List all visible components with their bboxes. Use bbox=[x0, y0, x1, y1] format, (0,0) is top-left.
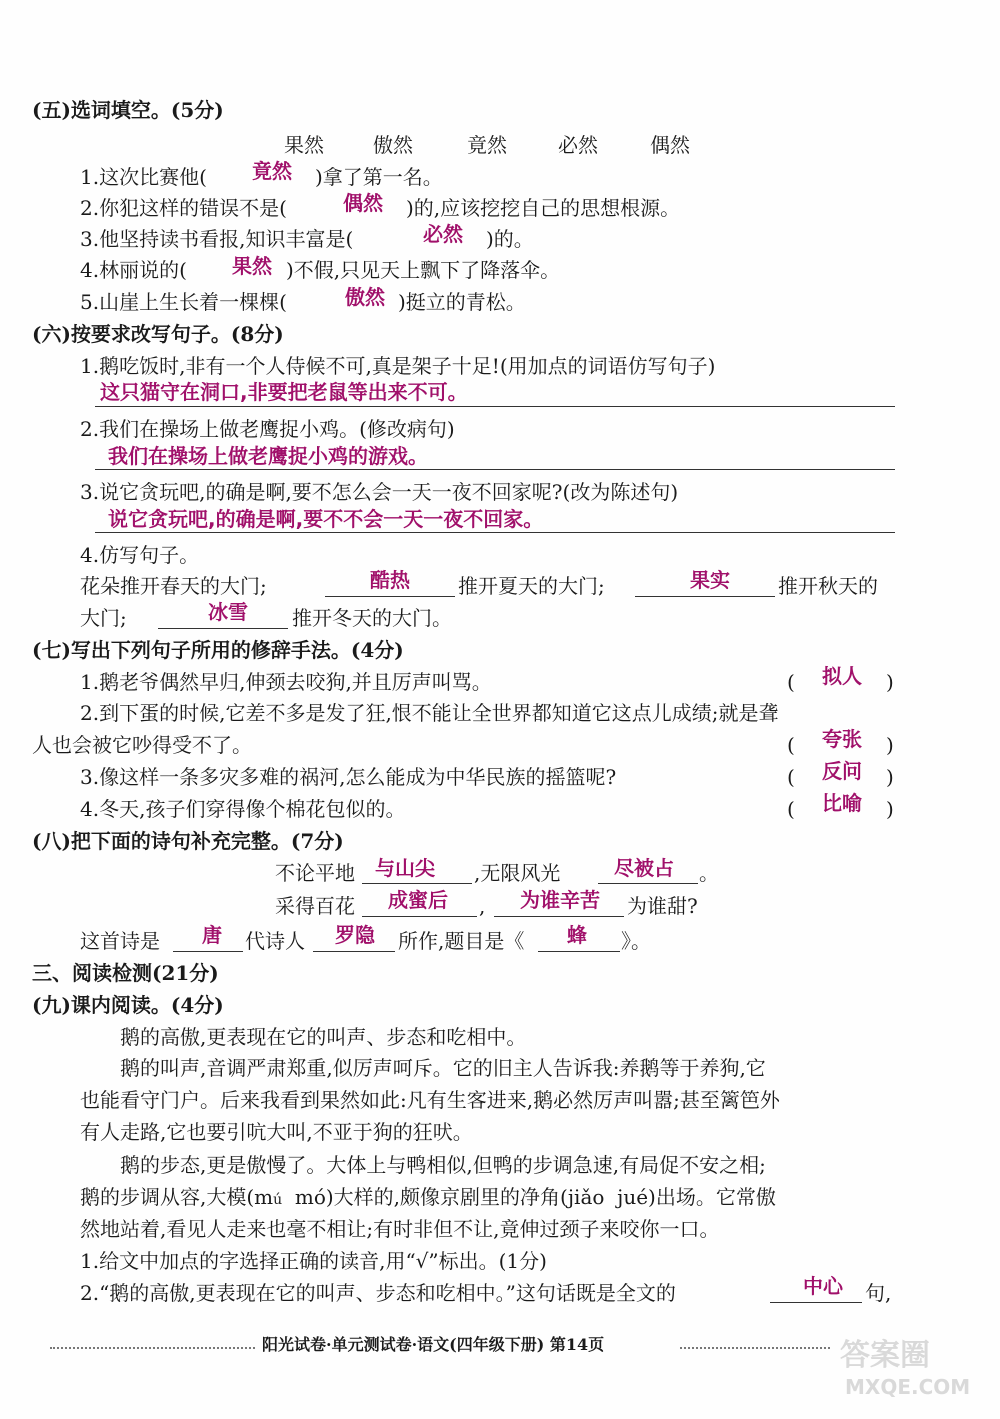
s6-q4-line2b: 推开冬天的大门。 bbox=[292, 606, 452, 630]
s5-q2-suffix: )的,应该挖挖自己的思想根源。 bbox=[406, 196, 681, 220]
s6-q4: 4.仿写句子。 bbox=[80, 543, 200, 567]
s9-q2: 2.“鹅的高傲,更表现在它的叫声、步态和吃相中。”这句话既是全文的 bbox=[80, 1281, 676, 1305]
s7-q1: 1.鹅老爷偶然早归,伸颈去咬狗,并且厉声叫骂。 bbox=[80, 670, 492, 694]
answer-blank bbox=[173, 951, 243, 952]
s6-a1[interactable]: 这只猫守在洞口,非要把老鼠等出来不可。 bbox=[100, 380, 468, 404]
poem-line1c: 。 bbox=[699, 861, 719, 885]
poem-a7[interactable]: 蜂 bbox=[567, 923, 587, 947]
s6-q3: 3.说它贪玩吧,的确是啊,要不怎么会一天一夜不回家呢?(改为陈述句) bbox=[80, 480, 679, 504]
s5-q4-prefix: 4.林丽说的( bbox=[80, 258, 187, 282]
reading-p3-line3: 然地站着,看见人走来也毫不相让;有时非但不让,竟伸过颈子来咬你一口。 bbox=[80, 1217, 720, 1241]
s7-a3[interactable]: 反问 bbox=[822, 759, 862, 783]
answer-line bbox=[95, 532, 895, 533]
reading-p3-line2 bbox=[80, 1187, 776, 1207]
footer-dotted-rule bbox=[680, 1347, 830, 1349]
s6-q4-line1c: 推开秋天的 bbox=[778, 574, 878, 598]
section-8-title: (八)把下面的诗句补充完整。(7分) bbox=[32, 829, 344, 853]
poem-line1b: ,无限风光 bbox=[474, 861, 561, 885]
reading-p2-line2: 也能看守门户。后来我看到果然如此:凡有生客进来,鹅必然厉声叫嚣;甚至篱笆外 bbox=[80, 1088, 780, 1112]
paren-close: ) bbox=[886, 797, 894, 821]
poem-a3[interactable]: 成蜜后 bbox=[388, 888, 448, 912]
word-bank-item: 傲然 bbox=[373, 133, 413, 157]
reading-p3-line2-part1: 鹅的步调从容,大模(m bbox=[80, 1185, 274, 1209]
answer-blank bbox=[158, 628, 288, 629]
part-3-title: 三、阅读检测(21分) bbox=[32, 961, 219, 985]
answer-blank bbox=[362, 916, 477, 917]
answer-blank bbox=[635, 596, 775, 597]
s6-q4-line1b: 推开夏天的大门; bbox=[458, 574, 605, 598]
s5-q4-answer[interactable]: 果然 bbox=[232, 254, 272, 278]
poem-line1a: 不论平地 bbox=[275, 861, 355, 885]
s5-q5-prefix: 5.山崖上生长着一棵棵( bbox=[80, 290, 287, 314]
s5-q1-prefix: 1.这次比赛他( bbox=[80, 165, 207, 189]
s5-q4-suffix: )不假,只见天上飘下了降落伞。 bbox=[286, 258, 561, 282]
s5-q3-suffix: )的。 bbox=[486, 227, 534, 251]
s6-a4-3[interactable]: 冰雪 bbox=[208, 600, 248, 624]
s9-a2[interactable]: 中心 bbox=[803, 1274, 843, 1298]
section-6-title: (六)按要求改写句子。(8分) bbox=[32, 322, 284, 346]
s6-q4-line2a: 大门; bbox=[80, 606, 127, 630]
poem-line3c: 所作,题目是《 bbox=[398, 929, 525, 953]
s7-q3: 3.像这样一条多灾多难的祸河,怎么能成为中华民族的摇篮呢? bbox=[80, 765, 617, 789]
reading-p3-line2-part2: mó)大样的,颇像京剧里的净角(jiǎo bbox=[294, 1185, 605, 1209]
word-bank-item: 竟然 bbox=[467, 133, 507, 157]
s6-q2: 2.我们在操场上做老鹰捉小鸡。(修改病句) bbox=[80, 417, 455, 441]
s5-q3-prefix: 3.他坚持读书看报,知识丰富是( bbox=[80, 227, 354, 251]
section-9-title: (九)课内阅读。(4分) bbox=[32, 993, 224, 1017]
s6-a3[interactable]: 说它贪玩吧,的确是啊,要不不会一天一夜不回家。 bbox=[108, 507, 544, 531]
section-5-title: (五)选词填空。(5分) bbox=[32, 98, 224, 122]
s7-a2[interactable]: 夸张 bbox=[822, 727, 862, 751]
s5-q5-suffix: )挺立的青松。 bbox=[398, 290, 526, 314]
footer-text: 阳光试卷·单元测试卷·语文(四年级下册) 第14页 bbox=[262, 1335, 605, 1354]
s6-a4-1[interactable]: 酷热 bbox=[370, 568, 410, 592]
reading-p1: 鹅的高傲,更表现在它的叫声、步态和吃相中。 bbox=[120, 1025, 527, 1049]
s6-q1: 1.鹅吃饭时,非有一个人侍候不可,真是架子十足!(用加点的词语仿写句子) bbox=[80, 354, 716, 378]
s9-q1: 1.给文中加点的字选择正确的读音,用“√”标出。(1分) bbox=[80, 1249, 547, 1273]
s7-q2-line2: 人也会被它吵得受不了。 bbox=[32, 733, 252, 757]
answer-blank bbox=[538, 951, 620, 952]
s5-q1-answer[interactable]: 竟然 bbox=[252, 159, 292, 183]
answer-blank bbox=[598, 883, 698, 884]
paren-open: ( bbox=[787, 797, 795, 821]
poem-a5[interactable]: 唐 bbox=[202, 923, 222, 947]
s5-q1-suffix: )拿了第一名。 bbox=[315, 165, 443, 189]
s5-q2-prefix: 2.你犯这样的错误不是( bbox=[80, 196, 287, 220]
s7-a1[interactable]: 拟人 bbox=[822, 664, 862, 688]
answer-blank bbox=[494, 916, 624, 917]
poem-line2a: 采得百花 bbox=[275, 894, 355, 918]
answer-line bbox=[95, 406, 895, 407]
answer-blank bbox=[313, 951, 395, 952]
s9-q2-suffix: 句, bbox=[865, 1281, 892, 1305]
poem-line3d: 》。 bbox=[621, 929, 651, 953]
watermark-url: MXQE.COM bbox=[845, 1375, 971, 1399]
s6-q4-line1a: 花朵推开春天的大门; bbox=[80, 574, 267, 598]
paren-close: ) bbox=[886, 670, 894, 694]
s7-q4: 4.冬天,孩子们穿得像个棉花包似的。 bbox=[80, 797, 406, 821]
word-bank-item: 必然 bbox=[558, 133, 598, 157]
paren-open: ( bbox=[787, 670, 795, 694]
answer-blank bbox=[770, 1302, 862, 1303]
paren-open: ( bbox=[787, 733, 795, 757]
footer-dotted-rule bbox=[50, 1347, 255, 1349]
s7-a4[interactable]: 比喻 bbox=[822, 791, 862, 815]
section-7-title: (七)写出下列句子所用的修辞手法。(4分) bbox=[32, 638, 404, 662]
paren-close: ) bbox=[886, 765, 894, 789]
answer-line bbox=[95, 469, 895, 470]
answer-blank bbox=[325, 596, 455, 597]
s6-a2[interactable]: 我们在操场上做老鹰捉小鸡的游戏。 bbox=[108, 444, 428, 468]
reading-p2-line1: 鹅的叫声,音调严肃郑重,似厉声呵斥。它的旧主人告诉我:养鹅等于养狗,它 bbox=[120, 1056, 766, 1080]
s5-q5-answer[interactable]: 傲然 bbox=[345, 285, 385, 309]
poem-line2b: , bbox=[479, 894, 486, 918]
reading-p3-line2-part3: )出场。它常傲 bbox=[648, 1185, 776, 1209]
s5-q2-answer[interactable]: 偶然 bbox=[343, 191, 383, 215]
answer-blank bbox=[362, 883, 472, 884]
poem-line2c: 为谁甜? bbox=[627, 894, 698, 918]
watermark-logo: 答案圈 bbox=[840, 1338, 930, 1373]
reading-p3-line1: 鹅的步态,更是傲慢了。大体上与鸭相似,但鸭的步调急速,有局促不安之相; bbox=[120, 1153, 766, 1177]
pinyin-option[interactable]: jué bbox=[617, 1185, 649, 1209]
s6-a4-2[interactable]: 果实 bbox=[690, 568, 730, 592]
poem-a4[interactable]: 为谁辛苦 bbox=[520, 888, 600, 912]
poem-a2[interactable]: 尽被占 bbox=[614, 856, 674, 880]
word-bank-item: 偶然 bbox=[650, 133, 690, 157]
s5-q3-answer[interactable]: 必然 bbox=[423, 222, 463, 246]
reading-p2-line3: 有人走路,它也要引吭大叫,不亚于狗的狂吠。 bbox=[80, 1120, 473, 1144]
pinyin-tone-mark[interactable]: ú bbox=[273, 1192, 283, 1208]
poem-a1[interactable]: 与山尖 bbox=[375, 856, 435, 880]
poem-line3a: 这首诗是 bbox=[80, 929, 160, 953]
word-bank-item: 果然 bbox=[284, 133, 324, 157]
poem-line3b: 代诗人 bbox=[245, 929, 305, 953]
s7-q2-line1: 2.到下蛋的时候,它差不多是发了狂,恨不能让全世界都知道它这点儿成绩;就是聋 bbox=[80, 701, 779, 725]
paren-close: ) bbox=[886, 733, 894, 757]
paren-open: ( bbox=[787, 765, 795, 789]
poem-a6[interactable]: 罗隐 bbox=[335, 923, 375, 947]
